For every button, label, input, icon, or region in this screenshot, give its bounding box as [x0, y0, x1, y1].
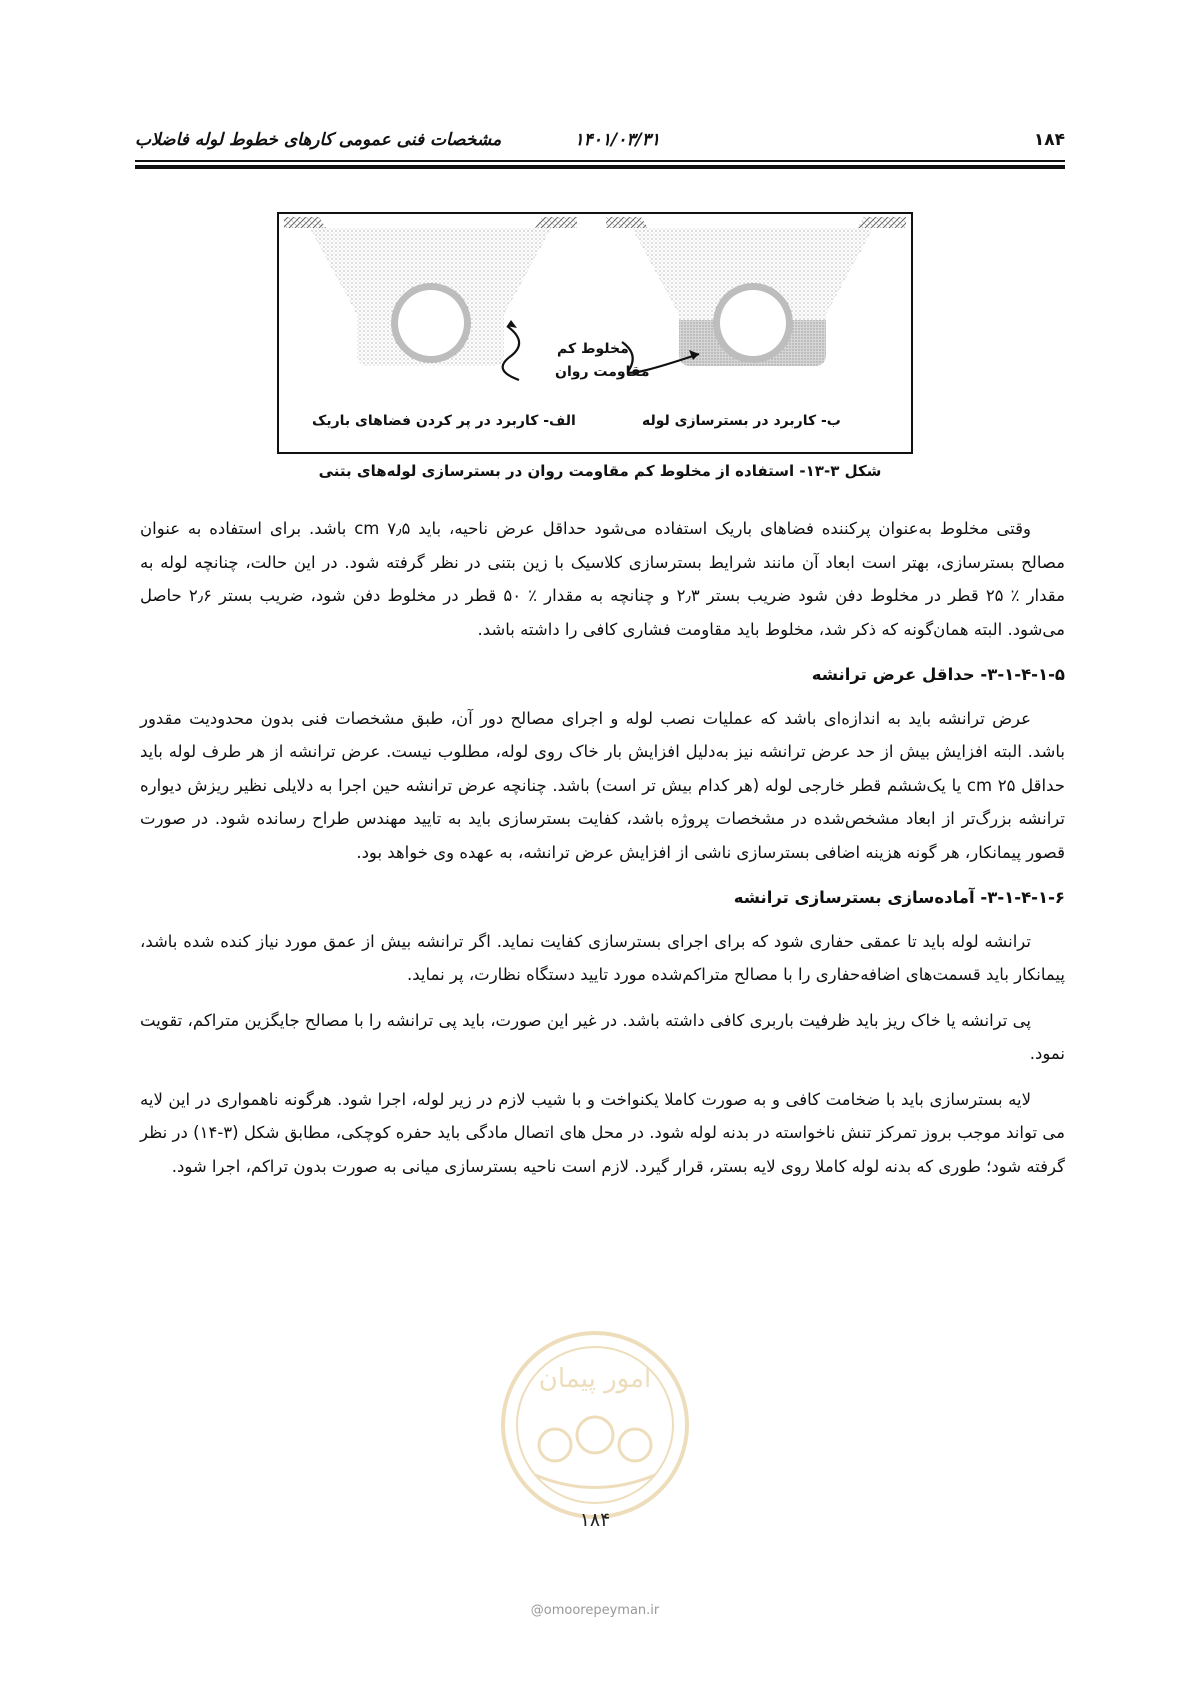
- watermark-seal-icon: [495, 1325, 695, 1525]
- trench-figure: [277, 212, 913, 454]
- figure-label-a: الف- کاربرد در پر کردن فضاهای باریک: [312, 413, 576, 429]
- mix-label-line2: مقاومت روان: [555, 364, 650, 380]
- leader-line-a: [503, 326, 519, 380]
- header-rule-thin: [135, 160, 1065, 162]
- header-date: ۱۴۰۱/۰۳/۳۱: [574, 130, 660, 150]
- page-header: [135, 118, 1065, 158]
- paragraph: لایه بسترسازی باید با ضخامت کافی و به صورت کاملا یکنواخت و با شیب لازم در زیر لوله، اجرا شود. هرگونه ناهمواری در این لایه می تواند موجب بروز تمرکز تنش ناخواسته در بدنه لوله شود. در محل های اتصال مادگی باید حفره کوچکی، مطابق شکل (۳-۱۴) در نظر گرفته شود؛ طوری که بدنه لوله کاملا روی لایه بستر، قرار گیرد. لازم است ناحیه بسترسازی میانی به صورت بدون تراکم، اجرا شود.: [140, 1089, 1065, 1176]
- body-text: [140, 512, 1065, 1195]
- trench-a: [284, 217, 577, 366]
- trench-b: [606, 217, 906, 366]
- website-link[interactable]: @omoorepeyman.ir: [530, 1603, 660, 1618]
- seal-text: امور پیمان: [538, 1364, 652, 1394]
- header-page-number: ۱۸۴: [1033, 130, 1065, 150]
- section-heading: ۳-۱-۴-۱-۶- آماده‌سازی بسترسازی ترانشه: [733, 888, 1065, 907]
- footer-page-number: ۱۸۴: [579, 1509, 611, 1531]
- paragraph: عرض ترانشه باید به اندازه‌ای باشد که عملیات نصب لوله و اجرای مصالح دور آن، طبق مشخصات فنی بدون محدودیت مقدور باشد. البته افزایش بیش از حد عرض ترانشه نیز به‌دلیل افزایش بار خاک روی لوله، مطلوب نیست. عرض ترانشه از هر طرف لوله باید حداقل ۲۵ cm یا یک‌ششم قطر خارجی لوله (هر کدام بیش تر است) باشد. چنانچه عرض ترانشه حین اجرا به دلایلی نظیر ریزش دیواره ترانشه بزرگ‌تر از ابعاد مشخص‌شده در مشخصات پروژه باشد، کفایت بسترسازی باید به تایید مهندس طراح رسانده شود. در صورت قصور پیمانکار، هر گونه هزینه اضافی بسترسازی ناشی از افزایش عرض ترانشه، به عهده وی خواهد بود.: [140, 708, 1066, 862]
- header-rule-thick: [135, 165, 1065, 169]
- mix-label-line1: مخلوط کم: [557, 341, 629, 357]
- header-title: مشخصات فنی عمومی کارهای خطوط لوله فاضلاب: [135, 130, 502, 150]
- paragraph: وقتی مخلوط به‌عنوان پرکننده فضاهای باریک استفاده می‌شود حداقل عرض ناحیه، باید ۷٫۵ cm باشد. برای استفاده به عنوان مصالح بسترسازی، بهتر است ابعاد آن مانند شرایط بسترسازی کلاسیک با زین بتنی در نظر گرفته شود. در این حالت، چنانچه لوله به مقدار ٪ ۲۵ قطر در مخلوط دفن شود ضریب بستر ۲٫۳ و چنانچه به مقدار ٪ ۵۰ قطر در مخلوط دفن شود، ضریب بستر ۲٫۶ حاصل می‌شود. البته همان‌گونه که ذکر شد، مخلوط باید مقاومت فشاری کافی را داشته باشد.: [140, 519, 1065, 639]
- paragraph: ترانشه لوله باید تا عمقی حفاری شود که برای اجرای بسترسازی کفایت نماید. اگر ترانشه بیش از عمق مورد نیاز کنده شده باشد، پیمانکار باید قسمت‌های اضافه‌حفاری را با مصالح متراکم‌شده مورد تایید دستگاه نظارت، پر نماید.: [140, 931, 1065, 984]
- paragraph: پی ترانشه یا خاک ریز باید ظرفیت باربری کافی داشته باشد. در غیر این صورت، باید پی ترانشه را با مصالح جایگزین متراکم، تقویت نمود.: [140, 1010, 1065, 1063]
- section-heading: ۳-۱-۴-۱-۵- حداقل عرض ترانشه: [811, 665, 1065, 684]
- figure-caption: شکل ۳-۱۳- استفاده از مخلوط کم مقاومت روان در بسترسازی لوله‌های بتنی: [318, 462, 882, 480]
- figure-label-b: ب- کاربرد در بسترسازی لوله: [642, 413, 841, 429]
